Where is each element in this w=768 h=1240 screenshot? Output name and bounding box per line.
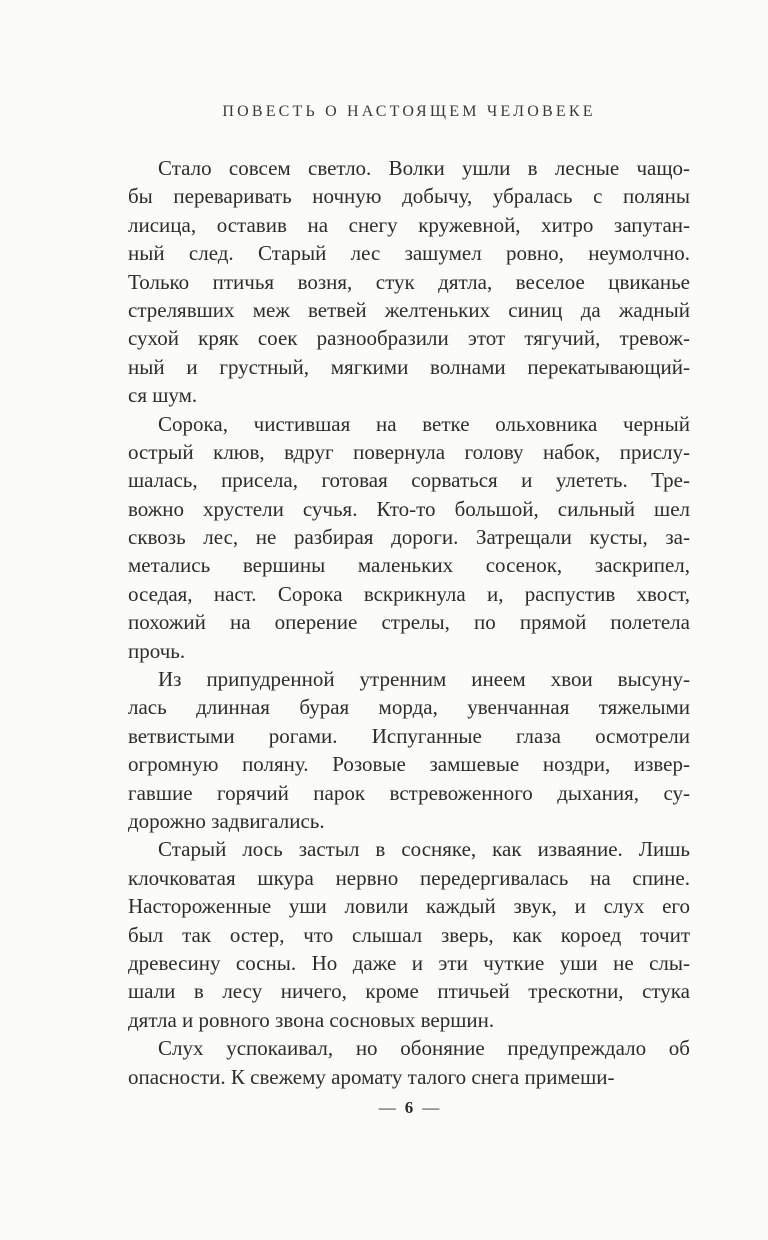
text-line: ный и грустный, мягкими волнами перекатывающий- (128, 354, 690, 379)
text-line: острый клюв, вдруг повернула голову набок, прислу- (128, 439, 690, 464)
text-line: Из припудренной утренним инеем хвои высуну- (158, 667, 690, 692)
page-footer (128, 1098, 690, 1118)
page-number: 6 (404, 1098, 414, 1117)
text-line: Старый лось застыл в сосняке, как изваяние. Лишь (158, 837, 690, 862)
text-line: Сорока, чистившая на ветке ольховника черный (158, 411, 690, 436)
text-line: похожий на оперение стрелы, по прямой полетела (128, 610, 690, 635)
text-line: древесину сосны. Но даже и эти чуткие уши не слы- (128, 950, 690, 975)
text-line: оседая, наст. Сорока вскрикнула и, распустив хвост, (128, 581, 690, 606)
text-line: сухой кряк соек разнообразили этот тягучий, тревож- (128, 326, 690, 351)
text-line: лисица, оставив на снегу кружевной, хитро запутан- (128, 212, 690, 237)
text-line: стрелявших меж ветвей желтеньких синиц да жадный (128, 297, 690, 322)
text-line: Стало совсем светло. Волки ушли в лесные чащо- (158, 156, 690, 180)
paragraph (128, 1034, 690, 1091)
text-line: ся шум. (128, 383, 198, 408)
running-header: ПОВЕСТЬ О НАСТОЯЩЕМ ЧЕЛОВЕКЕ (222, 103, 596, 120)
paragraph (128, 410, 690, 666)
text-line: Только птичья возня, стук дятла, веселое цвиканье (128, 269, 690, 294)
text-line: гавшие горячий парок встревоженного дыхания, су- (128, 780, 690, 805)
text-line: был так остер, что слышал зверь, как короед точит (128, 922, 690, 947)
text-line: бы переваривать ночную добычу, убралась с поляны (128, 184, 690, 209)
paragraph (128, 665, 690, 835)
text-line: Слух успокаивал, но обоняние предупреждало об (158, 1036, 690, 1061)
text-line: метались вершины маленьких сосенок, заскрипел, (128, 553, 690, 578)
text-line: лась длинная бурая морда, увенчанная тяжелыми (128, 695, 690, 720)
page-body (128, 154, 690, 1091)
text-line: Настороженные уши ловили каждый звук, и слух его (128, 894, 690, 919)
text-line: шали в лесу ничего, кроме птичьей трескотни, стука (128, 979, 690, 1004)
text-line: ветвистыми рогами. Испуганные глаза осмотрели (128, 723, 690, 748)
paragraph (128, 154, 690, 410)
text-line: шалась, присела, готовая сорваться и улететь. Тре- (128, 468, 690, 493)
text-line: дятла и ровного звона сосновых вершин. (128, 1007, 495, 1032)
text-line: опасности. К свежему аромату талого снега примеши- (128, 1064, 615, 1089)
paragraph (128, 835, 690, 1034)
footer-dash-right: — (422, 1098, 440, 1117)
text-line: дорожно задвигались. (128, 808, 325, 833)
text-line: вожно хрустели сучья. Кто-то большой, сильный шел (128, 496, 690, 521)
footer-dash-left: — (378, 1098, 396, 1117)
text-line: сквозь лес, не разбирая дороги. Затрещали кусты, за- (128, 525, 690, 550)
text-line: огромную поляну. Розовые замшевые ноздри, извер- (128, 752, 690, 777)
text-line: ный след. Старый лес зашумел ровно, неумолчно. (128, 241, 690, 266)
text-line: клочковатая шкура нервно передергивалась на спине. (128, 865, 690, 890)
text-line: прочь. (128, 638, 186, 663)
